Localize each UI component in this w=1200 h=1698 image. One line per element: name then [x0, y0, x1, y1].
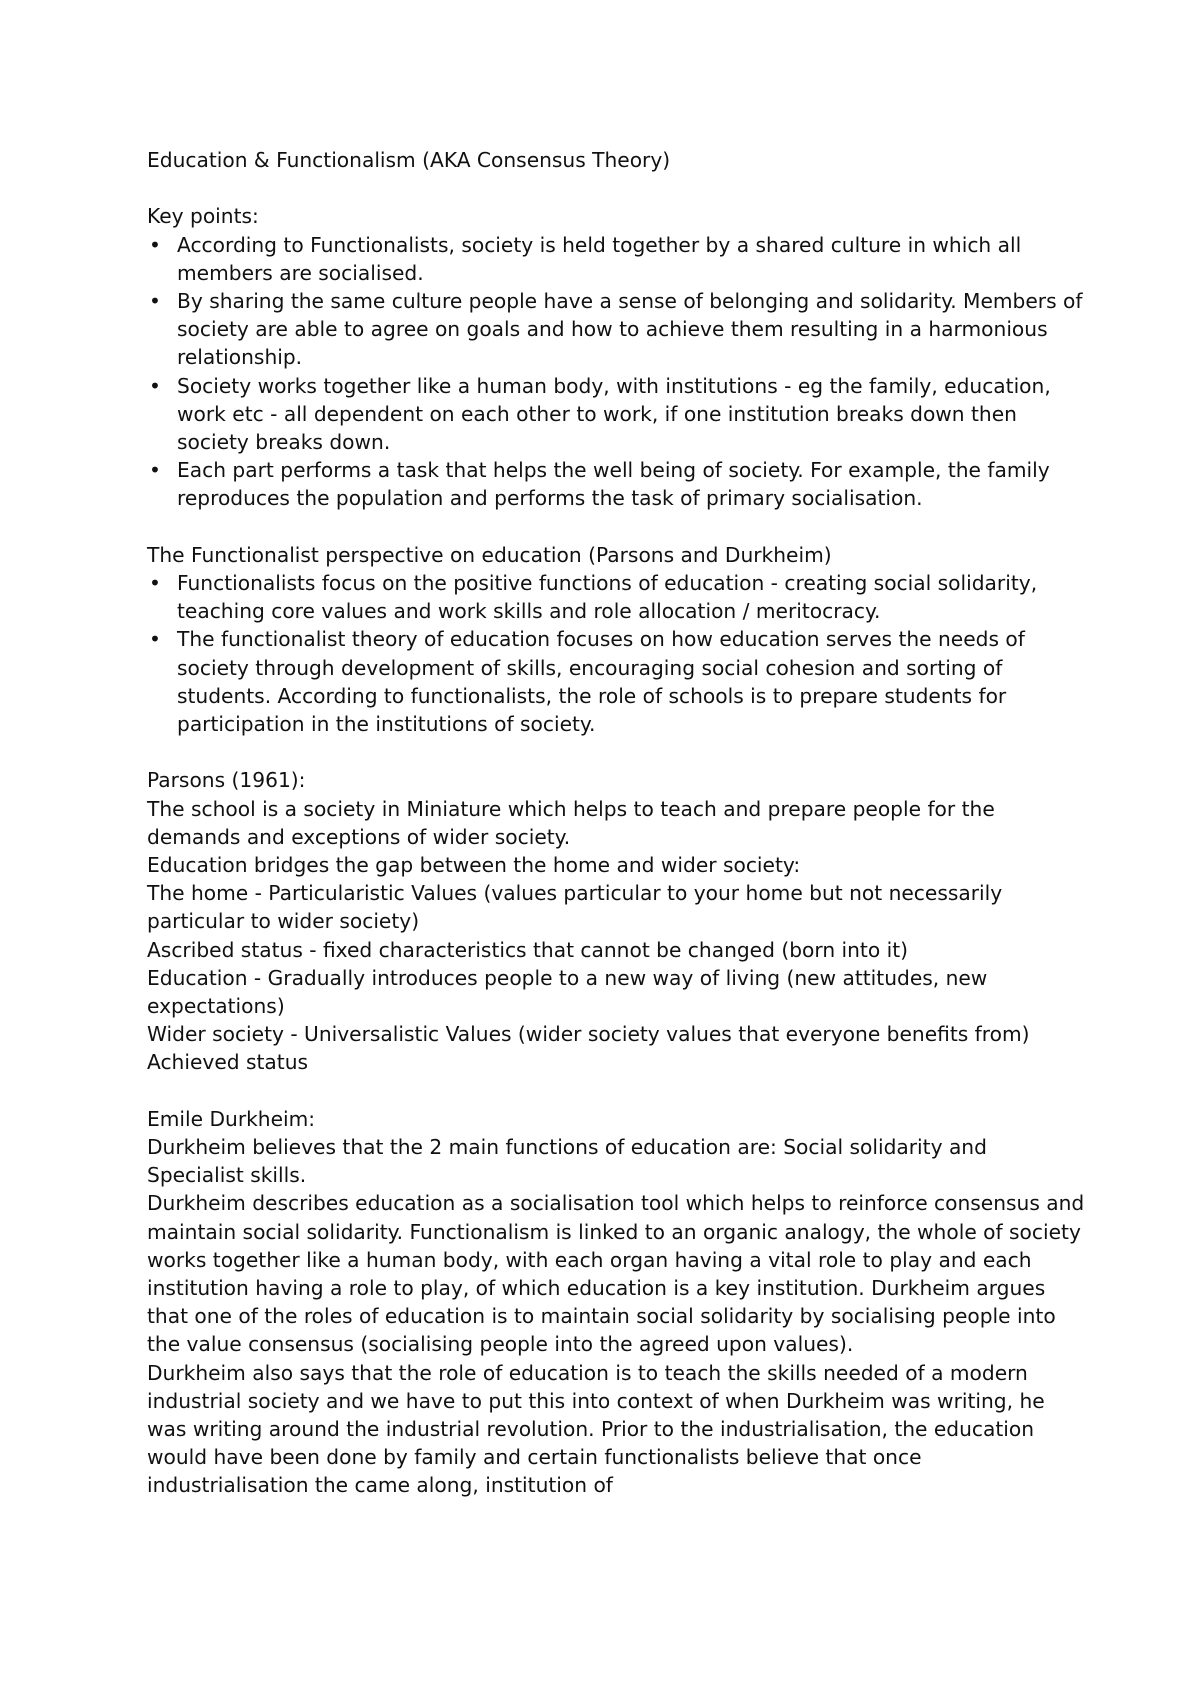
durkheim-heading: Emile Durkheim:	[147, 1106, 316, 1131]
list-item: • Functionalists focus on the positive functions of education - creating social solidarity, teaching core values and work skills and role allocation / meritocracy.	[147, 569, 1087, 625]
key-points-heading: Key points:	[147, 204, 259, 229]
list-item: • Society works together like a human body, with institutions - eg the family, education, work etc - all dependent on each other to work, if one institution breaks down then society breaks down.	[147, 372, 1087, 457]
parsons-line: Education bridges the gap between the home and wider society:	[147, 853, 801, 878]
parsons-heading: Parsons (1961):	[147, 768, 306, 793]
list-item: • The functionalist theory of education focuses on how education serves the needs of society through development of skills, encouraging social cohesion and sorting of students. According to functionalists, the role of schools is to prepare students for participation in the institutions of society.	[147, 625, 1087, 738]
durkheim-paragraph: Durkheim also says that the role of education is to teach the skills needed of a modern industrial society and we have to put this into context of when Durkheim was writing, he was writing around the industrial revolution. Prior to the industrialisation, the education would have been done by family and certain functionalists believe that once industrialisation the came along, institution of	[147, 1360, 1045, 1498]
parsons-line: Achieved status	[147, 1050, 309, 1075]
parsons-line: The home - Particularistic Values (values particular to your home but not necessarily particular to wider society)	[147, 881, 1003, 934]
perspective-list	[147, 569, 1087, 738]
list-item: • According to Functionalists, society is held together by a shared culture in which all members are socialised.	[147, 231, 1087, 287]
parsons-line: Education - Gradually introduces people to a new way of living (new attitudes, new expectations)	[147, 965, 988, 1019]
durkheim-paragraph: Durkheim describes education as a socialisation tool which helps to reinforce consensus and maintain social solidarity. Functionalism is linked to an organic analogy, the whole of society works together like a human body, with each organ having a vital role to play and each institution having a role to play, of which education is a key institution. Durkheim argues that one of the roles of education is to maintain social solidarity by socialising people into the value consensus (socialising people into the agreed upon values).	[147, 1191, 1085, 1357]
parsons-line: The school is a society in Miniature which helps to teach and prepare people for the demands and exceptions of wider society.	[147, 796, 995, 849]
document-title: Education & Functionalism (AKA Consensus Theory)	[147, 148, 671, 172]
list-item: • Each part performs a task that helps the well being of society. For example, the family reproduces the population and performs the task of primary socialisation.	[147, 456, 1087, 512]
parsons-line: Wider society - Universalistic Values (wider society values that everyone benefits from)	[147, 1022, 1030, 1047]
document-page	[147, 146, 1087, 1500]
durkheim-paragraph: Durkheim believes that the 2 main functions of education are: Social solidarity and Specialist skills.	[147, 1135, 987, 1188]
list-item: • By sharing the same culture people have a sense of belonging and solidarity. Members of society are able to agree on goals and how to achieve them resulting in a harmonious relationship.	[147, 287, 1087, 372]
key-points-list	[147, 231, 1087, 513]
perspective-heading: The Functionalist perspective on education (Parsons and Durkheim)	[147, 542, 832, 567]
parsons-line: Ascribed status - fixed characteristics that cannot be changed (born into it)	[147, 937, 909, 962]
